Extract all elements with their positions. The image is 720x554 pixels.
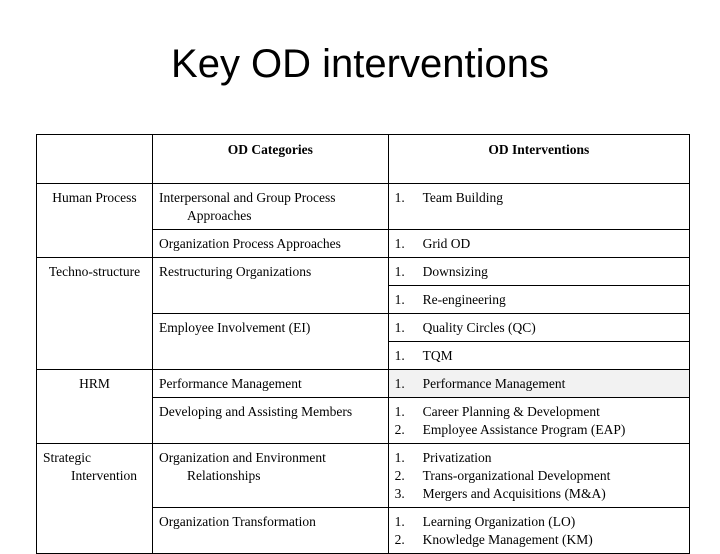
list-item: 1. Learning Organization (LO): [394, 514, 576, 529]
intervention-text: Re-engineering: [422, 292, 506, 307]
intervention-text: Team Building: [422, 190, 503, 205]
list-item: 2. Employee Assistance Program (EAP): [394, 422, 626, 437]
list-item: 1. Performance Management: [394, 376, 566, 391]
intervention-cell: [388, 184, 689, 230]
list-item: 1. TQM: [394, 348, 453, 363]
table-header-row: [37, 135, 690, 184]
table-row: [37, 258, 690, 286]
list-item: 1. Quality Circles (QC): [394, 320, 536, 335]
category-strategic-intervention: [37, 444, 153, 554]
intervention-text: Trans-organizational Development: [422, 468, 611, 483]
od-category-line: Approaches: [186, 208, 252, 223]
header-od-categories: OD Categories: [152, 135, 388, 184]
od-category-cell: Employee Involvement (EI): [152, 314, 388, 370]
list-item: 2. Trans-organizational Development: [394, 468, 611, 483]
od-category-cell: Restructuring Organizations: [152, 258, 388, 314]
category-line: Strategic: [43, 450, 91, 465]
intervention-text: TQM: [422, 348, 453, 363]
header-od-interventions: OD Interventions: [388, 135, 689, 184]
table-row: [37, 184, 690, 230]
intervention-text: Quality Circles (QC): [422, 320, 536, 335]
od-interventions-table: [36, 134, 690, 554]
od-category-cell: [152, 444, 388, 508]
od-category-cell: [152, 184, 388, 230]
intervention-text: Privatization: [422, 450, 492, 465]
list-item: 1. Career Planning & Development: [394, 404, 600, 419]
intervention-text: Performance Management: [422, 376, 566, 391]
intervention-text: Career Planning & Development: [422, 404, 600, 419]
category-line: Intervention: [71, 468, 137, 483]
intervention-text: Employee Assistance Program (EAP): [422, 422, 626, 437]
intervention-cell: [388, 444, 689, 508]
intervention-cell: [388, 398, 689, 444]
intervention-cell: [388, 258, 689, 286]
table-row: [37, 370, 690, 398]
intervention-text: Learning Organization (LO): [422, 514, 576, 529]
intervention-cell: [388, 230, 689, 258]
intervention-cell: [388, 286, 689, 314]
od-category-cell: Organization Transformation: [152, 508, 388, 554]
list-item: 1. Team Building: [394, 190, 503, 205]
intervention-text: Grid OD: [422, 236, 471, 251]
od-category-cell: Developing and Assisting Members: [152, 398, 388, 444]
intervention-cell: [388, 314, 689, 342]
category-human-process: Human Process: [37, 184, 153, 258]
category-techno-structure: Techno-structure: [37, 258, 153, 370]
header-blank: [37, 135, 153, 184]
intervention-text: Downsizing: [422, 264, 488, 279]
intervention-cell: [388, 508, 689, 554]
list-item: 2. Knowledge Management (KM): [394, 532, 593, 547]
list-item: 3. Mergers and Acquisitions (M&A): [394, 486, 606, 501]
table-row: [37, 444, 690, 508]
intervention-text: Knowledge Management (KM): [422, 532, 593, 547]
list-item: 1. Privatization: [394, 450, 492, 465]
od-category-cell: Organization Process Approaches: [152, 230, 388, 258]
category-hrm: HRM: [37, 370, 153, 444]
list-item: 1. Grid OD: [394, 236, 471, 251]
list-item: 1. Downsizing: [394, 264, 488, 279]
intervention-cell: [388, 342, 689, 370]
od-category-line: Relationships: [186, 468, 261, 483]
od-category-cell: Performance Management: [152, 370, 388, 398]
intervention-text: Mergers and Acquisitions (M&A): [422, 486, 606, 501]
intervention-cell: [388, 370, 689, 398]
od-category-line: Organization and Environment: [158, 450, 326, 465]
slide-title: Key OD interventions: [171, 42, 549, 86]
list-item: 1. Re-engineering: [394, 292, 506, 307]
od-category-line: Interpersonal and Group Process: [158, 190, 336, 205]
